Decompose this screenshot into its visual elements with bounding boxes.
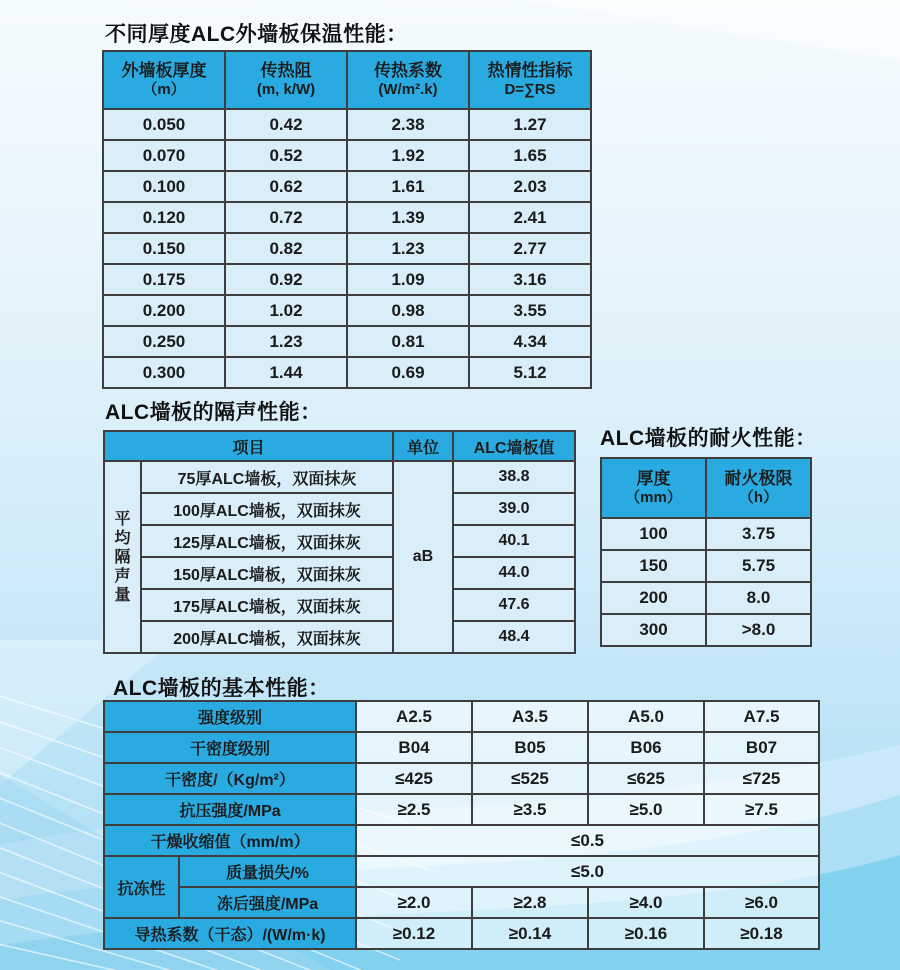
t4-value: B07 (704, 732, 819, 763)
t2-side-label: 平 均 隔 声 量 (104, 461, 141, 653)
table-row (103, 233, 591, 264)
table-row (104, 856, 819, 887)
t1-cell: 0.82 (225, 233, 347, 264)
t3-header-limit: 耐火极限 （h） (706, 458, 811, 518)
t4-value: A2.5 (356, 701, 472, 732)
t4-value: ≥6.0 (704, 887, 819, 918)
table-row (601, 518, 811, 550)
t4-sublabel: 冻后强度/MPa (179, 887, 356, 918)
table-row (104, 557, 575, 589)
t1-cell: 2.03 (469, 171, 591, 202)
t1-cell: 1.92 (347, 140, 469, 171)
t2-value: 44.0 (453, 557, 575, 589)
t2-desc: 125厚ALC墙板，双面抹灰 (141, 525, 393, 557)
t4-value: ≤725 (704, 763, 819, 794)
t1-cell: 1.23 (225, 326, 347, 357)
table-row (103, 202, 591, 233)
t2-value: 48.4 (453, 621, 575, 653)
t3-cell: 3.75 (706, 518, 811, 550)
table-row (103, 264, 591, 295)
t1-cell: 5.12 (469, 357, 591, 388)
t4-frost-label: 抗冻性 (104, 856, 179, 918)
t4-label: 强度级别 (104, 701, 356, 732)
table-row (104, 621, 575, 653)
table-row (104, 794, 819, 825)
table-row (104, 918, 819, 949)
table-row (601, 614, 811, 646)
t4-label: 抗压强度/MPa (104, 794, 356, 825)
t2-desc: 200厚ALC墙板，双面抹灰 (141, 621, 393, 653)
t2-desc: 100厚ALC墙板，双面抹灰 (141, 493, 393, 525)
t1-cell: 1.39 (347, 202, 469, 233)
t1-cell: 0.62 (225, 171, 347, 202)
t1-cell: 0.69 (347, 357, 469, 388)
t2-header-value: ALC墙板值 (453, 431, 575, 461)
t1-cell: 0.150 (103, 233, 225, 264)
t1-cell: 3.16 (469, 264, 591, 295)
t1-cell: 0.200 (103, 295, 225, 326)
t1-cell: 1.61 (347, 171, 469, 202)
table-row (103, 171, 591, 202)
t3-cell: >8.0 (706, 614, 811, 646)
table-row (104, 732, 819, 763)
table-row (104, 825, 819, 856)
t1-cell: 0.98 (347, 295, 469, 326)
t4-value: ≥0.16 (588, 918, 704, 949)
table-row (601, 550, 811, 582)
table-row (104, 493, 575, 525)
t2-desc: 150厚ALC墙板，双面抹灰 (141, 557, 393, 589)
t2-title: ALC墙板的隔声性能： (105, 401, 322, 424)
table-row (103, 109, 591, 140)
t4-value: ≥7.5 (704, 794, 819, 825)
table-row (103, 140, 591, 171)
t1-cell: 0.81 (347, 326, 469, 357)
t2-value: 39.0 (453, 493, 575, 525)
t4-value: ≥3.5 (472, 794, 588, 825)
table-row (104, 887, 819, 918)
t1-cell: 1.44 (225, 357, 347, 388)
t1-cell: 0.52 (225, 140, 347, 171)
t1-cell: 0.175 (103, 264, 225, 295)
thermal-insulation-table (102, 50, 592, 389)
t2-header-unit: 单位 (393, 431, 453, 461)
table-row (601, 582, 811, 614)
t1-cell: 2.38 (347, 109, 469, 140)
t1-title: 不同厚度ALC外墙板保温性能： (105, 23, 408, 46)
t1-cell: 0.120 (103, 202, 225, 233)
t3-title: ALC墙板的耐火性能： (600, 427, 817, 450)
basic-performance-table (103, 700, 820, 950)
t2-value: 47.6 (453, 589, 575, 621)
t3-cell: 8.0 (706, 582, 811, 614)
t4-value: ≤625 (588, 763, 704, 794)
t3-cell: 200 (601, 582, 706, 614)
t1-header-row (103, 51, 591, 109)
t1-cell: 0.070 (103, 140, 225, 171)
t4-label: 导热系数（干态）/(W/m·k) (104, 918, 356, 949)
t4-value: B04 (356, 732, 472, 763)
t1-cell: 0.100 (103, 171, 225, 202)
t1-header-thickness: 外墙板厚度 （m） (103, 51, 225, 109)
t3-cell: 150 (601, 550, 706, 582)
t1-cell: 0.72 (225, 202, 347, 233)
t3-header-row (601, 458, 811, 518)
t4-value: ≥0.14 (472, 918, 588, 949)
t1-header-inertia: 热情性指标 D=∑RS (469, 51, 591, 109)
sound-insulation-table (103, 430, 576, 654)
t4-value: ≥4.0 (588, 887, 704, 918)
t4-value: A5.0 (588, 701, 704, 732)
t4-label: 干密度级别 (104, 732, 356, 763)
t1-cell: 1.02 (225, 295, 347, 326)
table-row (103, 326, 591, 357)
t2-unit-value: aB (393, 461, 453, 653)
t3-cell: 5.75 (706, 550, 811, 582)
t4-sublabel: 质量损失/% (179, 856, 356, 887)
t4-value: B05 (472, 732, 588, 763)
fire-resistance-table (600, 457, 812, 647)
t4-label: 干密度/（Kg/m²） (104, 763, 356, 794)
t4-value: ≥5.0 (588, 794, 704, 825)
table-row (104, 589, 575, 621)
t2-header-item: 项目 (104, 431, 393, 461)
t4-merged-value: ≤0.5 (356, 825, 819, 856)
t4-value: A7.5 (704, 701, 819, 732)
t2-value: 40.1 (453, 525, 575, 557)
t1-cell: 2.77 (469, 233, 591, 264)
table-row (103, 295, 591, 326)
table-row (104, 525, 575, 557)
t4-value: ≤425 (356, 763, 472, 794)
t2-desc: 75厚ALC墙板，双面抹灰 (141, 461, 393, 493)
t3-header-thickness: 厚度 （mm） (601, 458, 706, 518)
t1-cell: 1.09 (347, 264, 469, 295)
t4-value: A3.5 (472, 701, 588, 732)
t1-cell: 1.23 (347, 233, 469, 264)
t1-cell: 0.42 (225, 109, 347, 140)
t1-cell: 0.92 (225, 264, 347, 295)
t2-desc: 175厚ALC墙板，双面抹灰 (141, 589, 393, 621)
table-row (103, 357, 591, 388)
t4-label: 干燥收缩值（mm/m） (104, 825, 356, 856)
t4-value: ≥2.8 (472, 887, 588, 918)
t1-header-coefficient: 传热系数 (W/m².k) (347, 51, 469, 109)
t1-cell: 0.300 (103, 357, 225, 388)
table-row (104, 701, 819, 732)
t1-cell: 1.27 (469, 109, 591, 140)
table-row (104, 763, 819, 794)
t1-cell: 0.050 (103, 109, 225, 140)
t1-header-resistance: 传热阻 (m, k/W) (225, 51, 347, 109)
t4-merged-value: ≤5.0 (356, 856, 819, 887)
t4-value: ≥0.18 (704, 918, 819, 949)
t1-cell: 4.34 (469, 326, 591, 357)
table-row (104, 461, 575, 493)
t4-value: ≥2.5 (356, 794, 472, 825)
t2-value: 38.8 (453, 461, 575, 493)
t1-cell: 0.250 (103, 326, 225, 357)
t3-cell: 100 (601, 518, 706, 550)
t4-value: B06 (588, 732, 704, 763)
t4-value: ≥2.0 (356, 887, 472, 918)
t3-cell: 300 (601, 614, 706, 646)
t4-value: ≤525 (472, 763, 588, 794)
t1-cell: 1.65 (469, 140, 591, 171)
t2-header-row (104, 431, 575, 461)
t1-cell: 2.41 (469, 202, 591, 233)
t4-value: ≥0.12 (356, 918, 472, 949)
t4-title: ALC墙板的基本性能： (113, 677, 330, 700)
t1-cell: 3.55 (469, 295, 591, 326)
